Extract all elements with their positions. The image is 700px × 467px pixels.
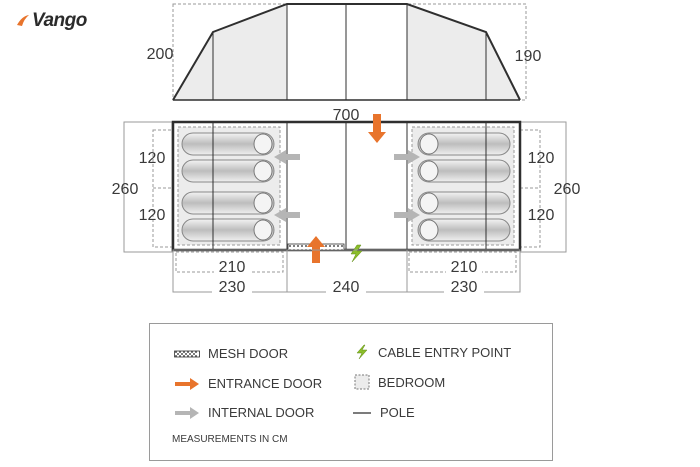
legend-internal-door [174,405,314,420]
floor-plan [112,114,581,296]
legend-pole-label: POLE [380,405,415,420]
left-bay-top-label: 120 [138,150,166,167]
right-bay-bottom-label: 120 [527,207,555,224]
right-width-label: 230 [450,279,478,296]
left-room-width-label: 210 [218,259,246,276]
right-height-label: 190 [514,48,542,65]
legend-bedroom-label: BEDROOM [378,374,446,390]
left-bay-bottom-label: 120 [138,207,166,224]
elevation-left-shade [173,4,287,100]
sleeping-bag-pillow [420,193,438,213]
right-room-width-label: 210 [450,259,478,276]
sleeping-bag-pillow [254,134,272,154]
sleeping-bag-pillow [254,220,272,240]
side-elevation [147,4,542,124]
sleeping-bag-pillow [254,161,272,181]
bedroom-icon [354,374,370,390]
sleeping-bag-pillow [420,161,438,181]
right-bay-top-label: 120 [527,150,555,167]
legend-note: MEASUREMENTS IN CM [172,434,288,445]
left-width-label: 230 [218,279,246,296]
legend-pole [352,405,415,420]
legend-cable-entry-label: CABLE ENTRY POINT [378,344,512,360]
sleeping-bag-pillow [420,134,438,154]
left-height-label: 200 [146,46,174,63]
brand-name: Vango [32,10,87,31]
legend-entrance-door-label: ENTRANCE DOOR [208,376,323,391]
sleeping-bag-pillow [420,220,438,240]
left-depth-label: 260 [111,181,139,198]
legend-internal-door-label: INTERNAL DOOR [208,405,315,420]
legend [149,323,553,461]
legend-entrance-door [174,376,322,391]
legend-mesh-door-label: MESH DOOR [208,346,289,361]
cable-entry-legend-icon [354,344,370,360]
entrance-arrow-icon [174,378,200,390]
internal-arrow-icon [174,407,200,419]
length-label: 700 [332,107,360,124]
pole-icon [352,407,372,419]
elevation-right-shade [407,4,520,100]
legend-bedroom [354,374,445,390]
center-width-label: 240 [332,279,360,296]
entrance-arrow-top [368,114,386,143]
right-depth-label: 260 [553,181,581,198]
sleeping-bag-pillow [254,193,272,213]
cable-entry-icon [351,245,362,262]
mesh-door-icon [174,350,200,358]
legend-mesh-door [174,346,288,361]
legend-cable-entry [354,344,511,360]
